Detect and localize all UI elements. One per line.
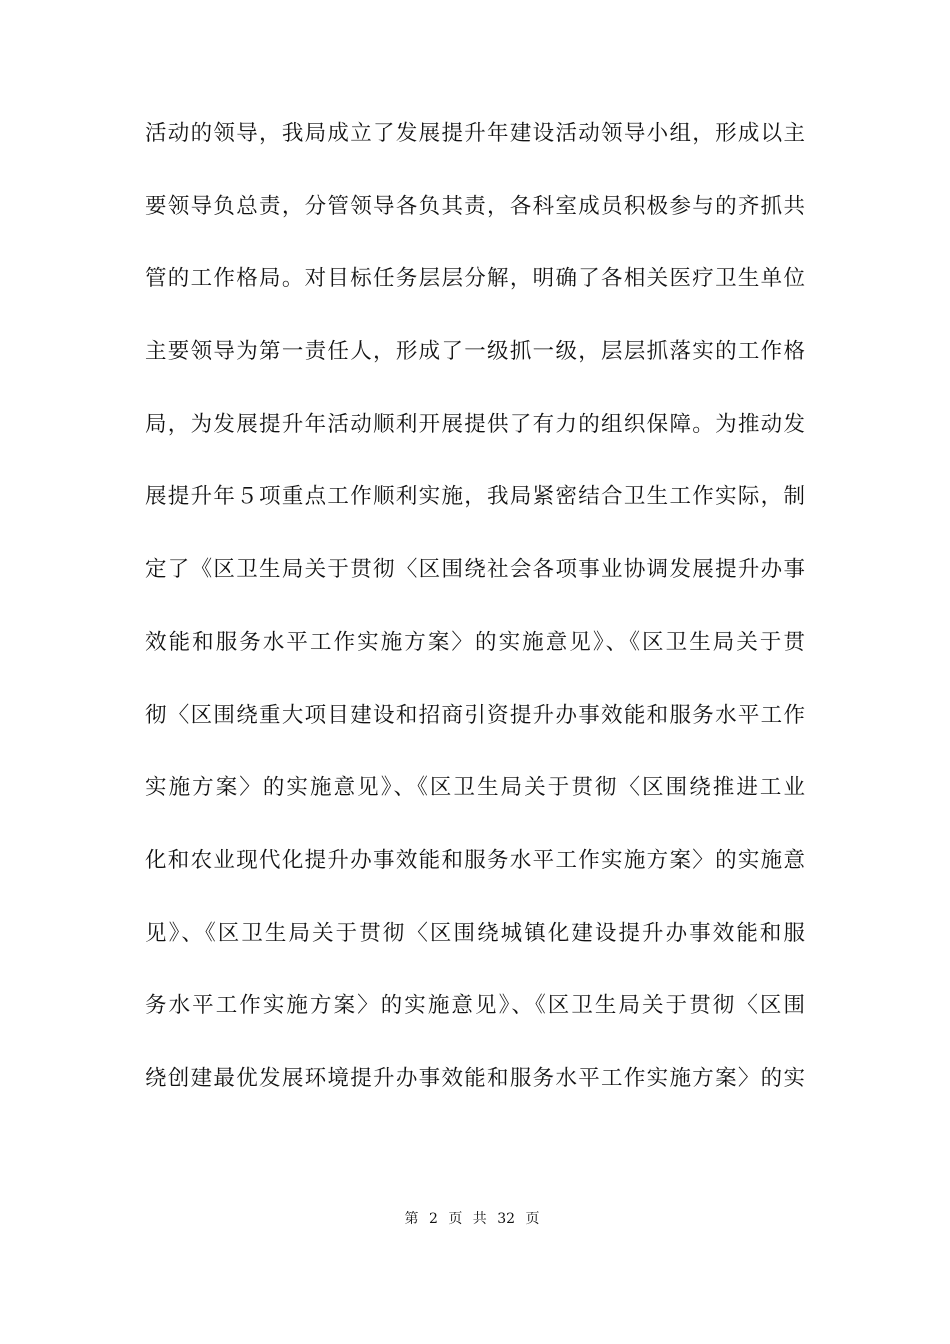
text-line: 要领导负总责，分管领导各负其责，各科室成员积极参与的齐抓共 (145, 193, 805, 219)
body-text (145, 108, 805, 1126)
text-line: 效能和服务水平工作实施方案〉的实施意见》、《区卫生局关于贯 (145, 629, 805, 655)
text-line: 管的工作格局。对目标任务层层分解，明确了各相关医疗卫生单位 (145, 266, 805, 292)
page-footer (0, 1208, 950, 1228)
footer-current-page: 2 (428, 1211, 438, 1227)
text-line: 绕创建最优发展环境提升办事效能和服务水平工作实施方案〉的实 (145, 1065, 805, 1091)
text-line: 定了《区卫生局关于贯彻〈区围绕社会各项事业协调发展提升办事 (145, 557, 805, 583)
text-line: 实施方案〉的实施意见》、《区卫生局关于贯彻〈区围绕推进工业 (145, 775, 805, 801)
text-line: 务水平工作实施方案〉的实施意见》、《区卫生局关于贯彻〈区围 (145, 993, 805, 1019)
text-line: 展提升年５项重点工作顺利实施，我局紧密结合卫生工作实际，制 (145, 484, 805, 510)
footer-total-word: 共 (472, 1211, 487, 1227)
text-line: 局，为发展提升年活动顺利开展提供了有力的组织保障。为推动发 (145, 411, 805, 437)
footer-suffix: 页 (525, 1211, 540, 1227)
text-line: 主要领导为第一责任人，形成了一级抓一级，层层抓落实的工作格 (145, 339, 805, 365)
text-line: 活动的领导，我局成立了发展提升年建设活动领导小组，形成以主 (145, 121, 805, 146)
text-line: 见》、《区卫生局关于贯彻〈区围绕城镇化建设提升办事效能和服 (145, 920, 805, 946)
footer-total-pages: 32 (497, 1211, 516, 1227)
text-line: 彻〈区围绕重大项目建设和招商引资提升办事效能和服务水平工作 (145, 702, 805, 728)
footer-prefix: 第 (404, 1211, 419, 1227)
footer-page-word: 页 (448, 1211, 463, 1227)
text-line: 化和农业现代化提升办事效能和服务水平工作实施方案〉的实施意 (145, 847, 805, 873)
